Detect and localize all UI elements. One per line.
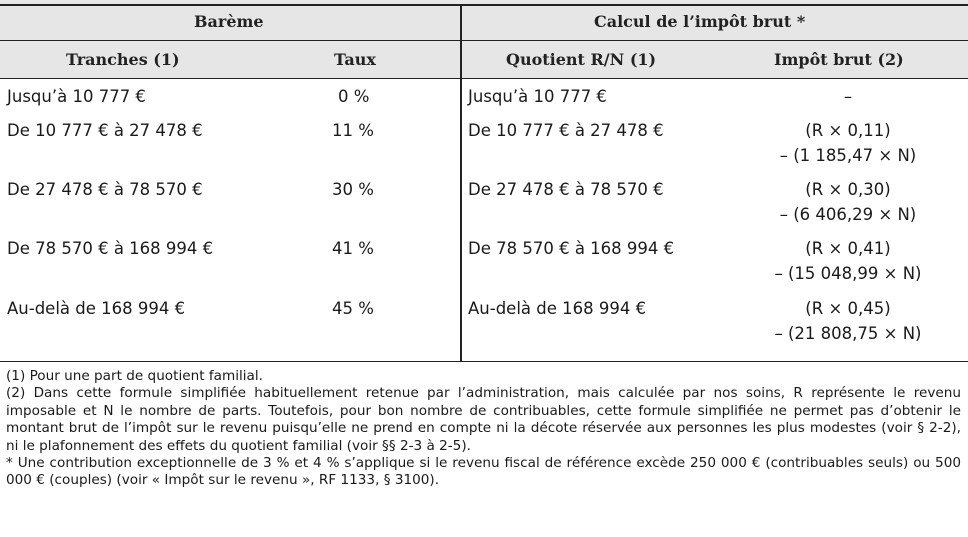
impot-formula-line1: – xyxy=(843,87,853,106)
taux-cell: 0 % xyxy=(338,87,370,106)
impot-formula-line1: (R × 0,45) xyxy=(805,299,891,318)
column-header-impot-brut: Impôt brut (2) xyxy=(774,50,904,69)
impot-formula-line2: – (21 808,75 × N) xyxy=(774,324,922,343)
tranche-cell: Au-delà de 168 994 € xyxy=(7,299,186,318)
column-header-divider xyxy=(0,78,968,79)
footnote-1: (1) Pour une part de quotient familial. xyxy=(6,368,263,384)
taux-cell: 30 % xyxy=(332,180,374,199)
column-header-taux: Taux xyxy=(334,50,376,69)
column-header-tranches: Tranches (1) xyxy=(66,50,180,69)
table-bottom-rule xyxy=(0,361,968,362)
group-header-bareme: Barème xyxy=(194,12,264,31)
footnote-2: (2) Dans cette formule simplifiée habituellement retenue par l’administration, mais calculée par nos soins, R représente le revenu imposable et N le nombre de parts. Toutefois, pour bon nombre de contribuables, cette formule simplifiée ne permet pas d’obtenir le montant brut de l’impôt sur le revenu puisqu’elle ne prend en compte ni la décote réservée aux personnes les plus modestes (voir § 2-2), ni le plafonnement des effets du quotient familial (voir §§ 2-3 à 2-5). xyxy=(6,385,961,454)
quotient-cell: De 10 777 € à 27 478 € xyxy=(468,121,664,140)
taux-cell: 45 % xyxy=(332,299,374,318)
group-header-calcul: Calcul de l’impôt brut * xyxy=(594,12,806,31)
impot-formula-line1: (R × 0,11) xyxy=(805,121,891,140)
impot-formula-line1: (R × 0,30) xyxy=(805,180,891,199)
impot-formula-line2: – (15 048,99 × N) xyxy=(774,264,922,283)
quotient-cell: Au-delà de 168 994 € xyxy=(468,299,647,318)
table-center-divider xyxy=(460,6,462,361)
column-header-quotient: Quotient R/N (1) xyxy=(506,50,657,69)
tranche-cell: De 78 570 € à 168 994 € xyxy=(7,239,214,258)
quotient-cell: De 78 570 € à 168 994 € xyxy=(468,239,675,258)
impot-formula-line1: (R × 0,41) xyxy=(805,239,891,258)
quotient-cell: Jusqu’à 10 777 € xyxy=(468,87,607,106)
quotient-cell: De 27 478 € à 78 570 € xyxy=(468,180,664,199)
impot-formula-line2: – (1 185,47 × N) xyxy=(779,146,917,165)
tranche-cell: De 10 777 € à 27 478 € xyxy=(7,121,203,140)
footnote-3: * Une contribution exceptionnelle de 3 % et 4 % s’applique si le revenu fiscal de référence excède 250 000 € (contribuables seuls) ou 500 000 € (couples) (voir « Impôt sur le revenu », RF 1133, § 3100). xyxy=(6,455,961,489)
tranche-cell: De 27 478 € à 78 570 € xyxy=(7,180,203,199)
group-header-divider xyxy=(0,40,968,41)
taux-cell: 11 % xyxy=(332,121,374,140)
taux-cell: 41 % xyxy=(332,239,374,258)
impot-formula-line2: – (6 406,29 × N) xyxy=(779,205,917,224)
footnotes xyxy=(6,368,961,490)
tranche-cell: Jusqu’à 10 777 € xyxy=(7,87,146,106)
